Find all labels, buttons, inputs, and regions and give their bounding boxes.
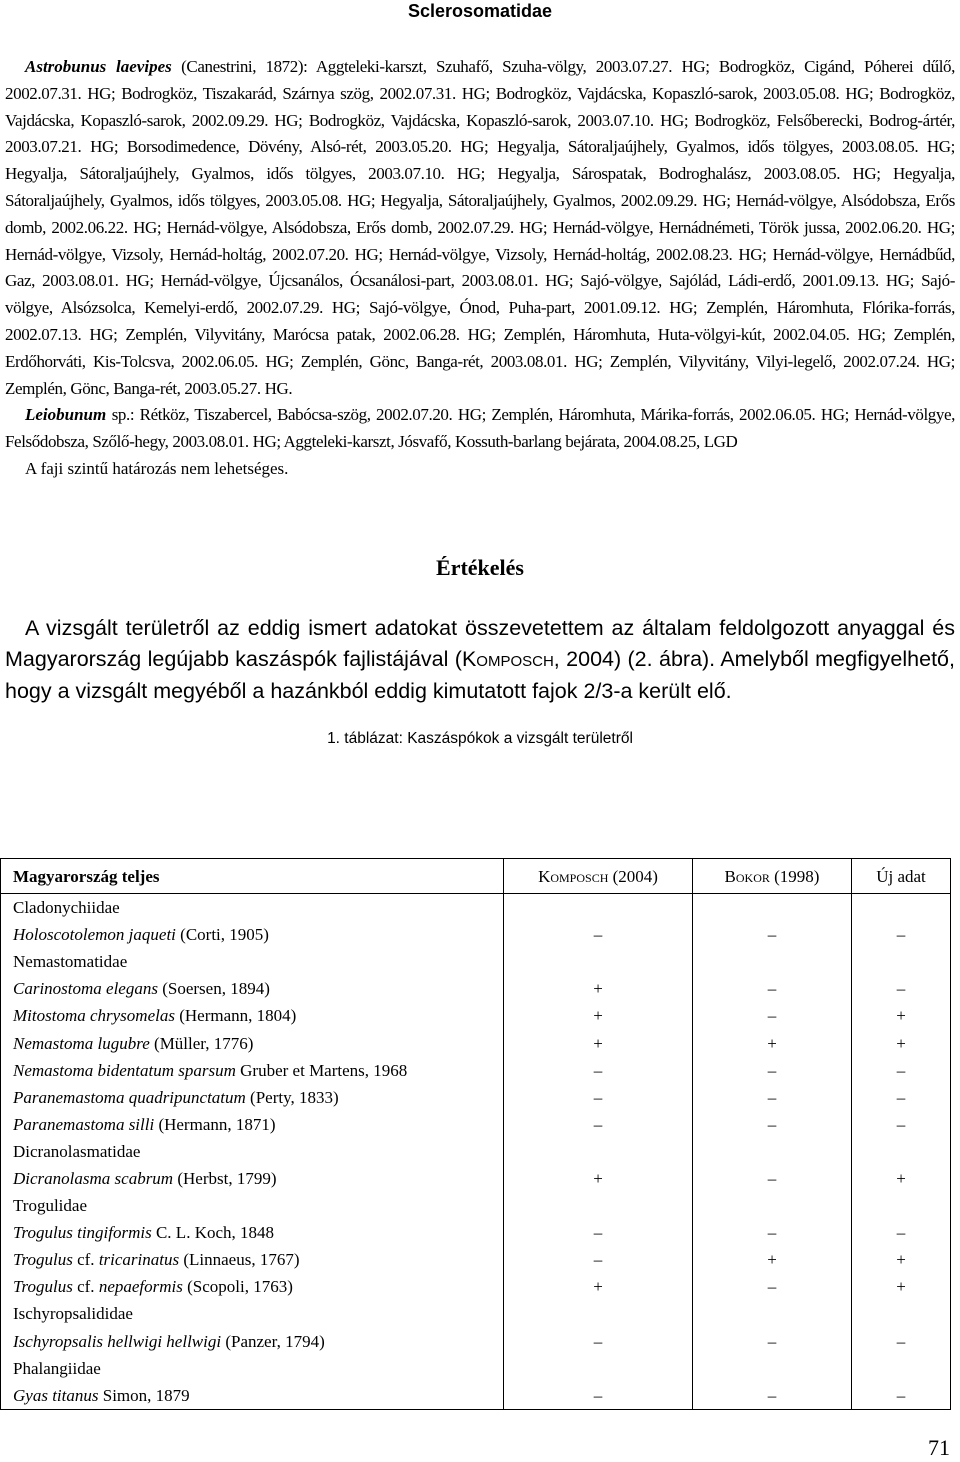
taxon-cell: Ischyropsalis hellwigi hellwigi (Panzer, 1794) [1,1328,504,1355]
paragraph-text: sp.: Rétköz, Tiszabercel, Babócsa-szög, 2002.07.20. HG; Zemplén, Háromhuta, Márika-forrás, 2002.06.05. HG; Hernád-völgye, Felsődobsza, Szőlő-hegy, 2003.08.01. HG; Aggteleki-karszt, Jósvafő, Kossuth-barlang bejárata, 2004.08.25, LGD [5,405,955,452]
komposch-cell: – [504,1219,693,1246]
new-data-cell [852,894,951,922]
species-row [1,921,951,948]
komposch-cell [504,1300,693,1327]
komposch-cell: – [504,1246,693,1273]
new-data-cell: + [852,1002,951,1029]
bokor-cell: – [693,1084,852,1111]
bokor-cell: – [693,1382,852,1410]
header-cell: Magyarország teljes [1,859,504,894]
komposch-cell: – [504,1111,693,1138]
taxon-cell: Paranemastoma quadripunctatum (Perty, 1833) [1,1084,504,1111]
header-cell: Bokor (1998) [693,859,852,894]
new-data-cell: – [852,1111,951,1138]
new-data-cell [852,1192,951,1219]
family-row [1,1300,951,1327]
bokor-cell [693,1355,852,1382]
bokor-cell: – [693,1219,852,1246]
komposch-cell: – [504,1057,693,1084]
komposch-cell: – [504,921,693,948]
new-data-cell: – [852,1382,951,1410]
new-data-cell: + [852,1246,951,1273]
bokor-cell [693,1300,852,1327]
determination-note: A faji szintű határozás nem lehetséges. [25,458,289,478]
evaluation-text: A vizsgált területről az eddig ismert adatokat összevetettem az általam feldolgozott anyaggal és Magyarország legújabb kaszáspók fajlistájával ( [5,615,955,672]
taxon-cell: Mitostoma chrysomelas (Hermann, 1804) [1,1002,504,1029]
table-caption: 1. táblázat: Kaszáspókok a vizsgált területről [327,730,633,748]
section-heading: Sclerosomatidae [407,1,553,21]
taxon-cell: Trogulus cf. nepaeformis (Scopoli, 1763) [1,1273,504,1300]
new-data-cell [852,948,951,975]
taxon-cell: Paranemastoma silli (Hermann, 1871) [1,1111,504,1138]
bokor-cell: – [693,1165,852,1192]
bokor-cell [693,1192,852,1219]
species-name: Leiobunum [25,405,107,425]
family-row [1,948,951,975]
bokor-cell [693,948,852,975]
family-row [1,1355,951,1382]
komposch-cell [504,894,693,922]
paragraph-leiobunum [5,402,955,456]
bokor-cell: + [693,1029,852,1056]
taxon-cell: Carinostoma elegans (Soersen, 1894) [1,975,504,1002]
species-row [1,1029,951,1056]
new-data-cell [852,1138,951,1165]
bokor-cell [693,894,852,922]
komposch-cell: + [504,975,693,1002]
komposch-cell: + [504,1273,693,1300]
komposch-cell [504,1355,693,1382]
species-row [1,1111,951,1138]
header-cell: Új adat [852,859,951,894]
new-data-cell [852,1300,951,1327]
species-row [1,1328,951,1355]
komposch-cell [504,1138,693,1165]
komposch-cell [504,948,693,975]
species-row [1,1219,951,1246]
species-row [1,1273,951,1300]
family-row [1,894,951,922]
table-header-row [1,859,951,894]
taxon-cell: Trogulidae [1,1192,504,1219]
new-data-cell [852,1355,951,1382]
new-data-cell: – [852,975,951,1002]
header-cell: Komposch (2004) [504,859,693,894]
new-data-cell: – [852,1084,951,1111]
page-number: 71 [928,1435,950,1460]
taxon-cell: Nemastoma bidentatum sparsum Gruber et Martens, 1968 [1,1057,504,1084]
bokor-cell: – [693,921,852,948]
new-data-cell: + [852,1165,951,1192]
evaluation-paragraph [5,613,955,708]
bokor-cell: – [693,1273,852,1300]
species-row [1,1084,951,1111]
species-name: Astrobunus laevipes [25,57,172,76]
taxon-cell: Trogulus tingiformis C. L. Koch, 1848 [1,1219,504,1246]
komposch-cell: – [504,1084,693,1111]
new-data-cell: – [852,1057,951,1084]
species-table [0,858,951,1410]
taxon-cell: Nemastomatidae [1,948,504,975]
new-data-cell: + [852,1029,951,1056]
bokor-cell: – [693,975,852,1002]
taxon-cell: Holoscotolemon jaqueti (Corti, 1905) [1,921,504,948]
komposch-cell: + [504,1029,693,1056]
bokor-cell: – [693,1328,852,1355]
species-row [1,1002,951,1029]
paragraph-astrobunus [5,54,955,402]
species-row [1,1246,951,1273]
komposch-cell: + [504,1002,693,1029]
taxon-cell: Dicranolasmatidae [1,1138,504,1165]
taxon-cell: Phalangiidae [1,1355,504,1382]
bokor-cell: + [693,1246,852,1273]
taxon-cell: Ischyropsalididae [1,1300,504,1327]
new-data-cell: – [852,1219,951,1246]
komposch-cell: – [504,1382,693,1410]
new-data-cell: – [852,921,951,948]
komposch-cell [504,1192,693,1219]
taxon-cell: Cladonychiidae [1,894,504,922]
evaluation-text: , 2004) (2. ábra). Amelyből megfigyelhető, hogy a vizsgált megyéből a hazánkból eddig kimutatott fajok 2/3-a került elő. [5,647,955,703]
komposch-cell: – [504,1328,693,1355]
species-row [1,1057,951,1084]
bokor-cell: – [693,1111,852,1138]
evaluation-heading: Értékelés [436,554,524,580]
taxon-cell: Dicranolasma scabrum (Herbst, 1799) [1,1165,504,1192]
species-row [1,1165,951,1192]
document-page [5,0,955,749]
species-row [1,1382,951,1410]
author-name: Komposch [461,647,554,672]
paragraph-text: (Canestrini, 1872): Aggteleki-karszt, Szuhafő, Szuha-völgy, 2003.07.27. HG; Bodrogköz, Cigánd, Póherei dűlő, 2002.07.31. HG; Bodrogköz, Tiszakarád, Szárnya szög, 2002.07.31. HG; Bodrogköz, Vajdácska, Kopaszló-sarok, 2003.05.08. HG; Bodrogköz, Vajdácska, Kopaszló-sarok, 2002.09.29. HG; Bodrogköz, Vajdácska, Kopaszló-sarok, 2003.07.10. HG; Bodrogköz, Felsőberecki, Bodrog-ártér, 2003.07.21. HG; Borsodimedence, Dövény, Alsó-rét, 2003.05.20. HG; Hegyalja, Sátoraljaújhely, Gyalmos, idős tölgyes, 2003.08.05. HG; Hegyalja, Sátoraljaújhely, Gyalmos, idős tölgyes, 2003.07.10. HG; Hegyalja, Sárospatak, Bodroghalász, 2003.08.05. HG; Hegyalja, Sátoraljaújhely, Gyalmos, idős tölgyes, 2003.05.08. HG; Hegyalja, Sátoraljaújhely, Gyalmos, 2002.09.29. HG; Hernád-völgye, Alsódobsza, Erős domb, 2002.06.22. HG; Hernád-völgye, Alsódobsza, Erős domb, 2002.07.29. HG; Hernád-völgye, Hernádnémeti, Török jussa, 2002.06.20. HG; Hernád-völgye, Vizsoly, Hernád-holtág, 2002.07.20. HG; Hernád-völgye, Vizsoly, Hernád-holtág, 2002.08.23. HG; Hernád-völgye, Hernádbűd, Gaz, 2003.08.01. HG; Hernád-völgye, Újcsanálos, Ócsanálosi-part, 2003.08.01. HG; Sajó-völgye, Sajólád, Ládi-erdő, 2001.09.13. HG; Sajó-völgye, Alsózsolca, Kemelyi-erdő, 2002.07.29. HG; Sajó-völgye, Ónod, Puha-part, 2001.09.12. HG; Zemplén, Háromhuta, Flórika-forrás, 2002.07.13. HG; Zemplén, Vilyvitány, Marócsa patak, 2002.06.28. HG; Zemplén, Háromhuta, Huta-völgyi-kút, 2002.04.05. HG; Zemplén, Erdőhorváti, Kis-Tolcsva, 2002.06.05. HG; Zemplén, Gönc, Banga-rét, 2003.08.01. HG; Zemplén, Vilyvitány, Vilyi-legelő, 2002.07.24. HG; Zemplén, Gönc, Banga-rét, 2003.05.27. HG. [5,57,955,398]
family-row [1,1192,951,1219]
bokor-cell: – [693,1002,852,1029]
species-row [1,975,951,1002]
taxon-cell: Gyas titanus Simon, 1879 [1,1382,504,1410]
new-data-cell: – [852,1328,951,1355]
taxon-cell: Nemastoma lugubre (Müller, 1776) [1,1029,504,1056]
bokor-cell [693,1138,852,1165]
bokor-cell: – [693,1057,852,1084]
komposch-cell: + [504,1165,693,1192]
family-row [1,1138,951,1165]
taxon-cell: Trogulus cf. tricarinatus (Linnaeus, 1767) [1,1246,504,1273]
new-data-cell: + [852,1273,951,1300]
